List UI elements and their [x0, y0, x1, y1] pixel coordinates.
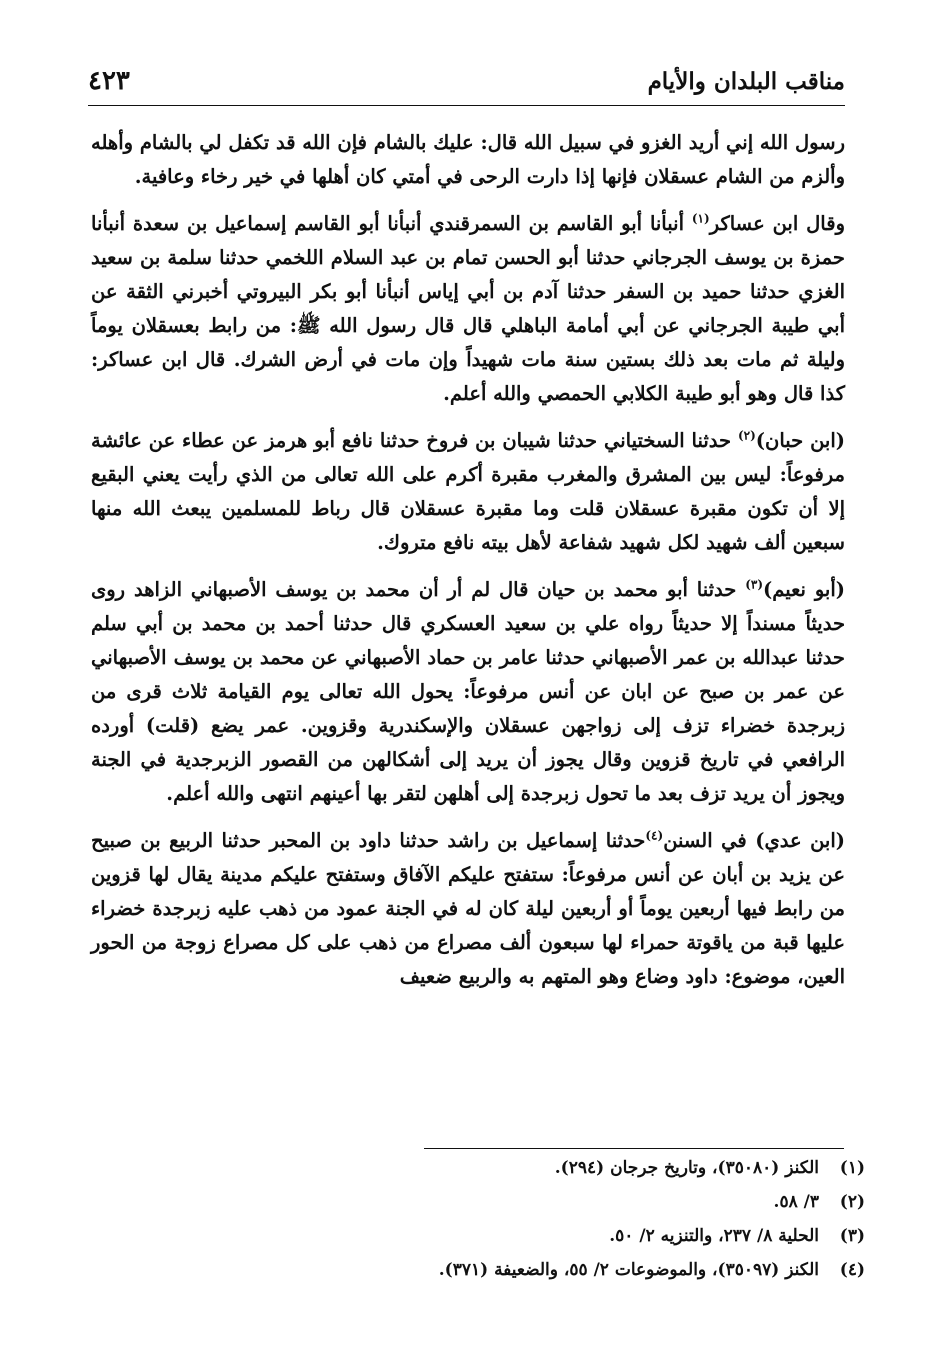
footnotes	[140, 1158, 865, 1294]
paragraph-text: وقال ابن عساكر	[709, 212, 845, 235]
paragraph-text: أنبأنا أبو القاسم بن السمرقندي أنبأنا أبو القاسم إسماعيل بن سعدة أنبأنا حمزة بن يوسف الجرجاني حدثنا أبو الحسن تمام بن عبد السلام اللخمي حدثنا سلمة بن سعيد الغزي حدثنا حميد بن السفر حدثنا آدم بن أبي إياس أنبأنا أبو بكر البيروتي أخبرني الثقة عن أبي طيبة الجرجاني عن أبي أمامة الباهلي قال قال رسول الله ﷺ: من رابط بعسقلان يوماً وليلة ثم مات بعد ذلك بستين سنة مات شهيداً وإن مات في أرض الشرك. قال ابن عساكر: كذا قال وهو أبو طيبة الكلابي الحمصي والله أعلم.	[91, 212, 845, 405]
paragraph	[91, 824, 845, 994]
paragraph-text: حدثنا السختياني حدثنا شيبان بن فروخ حدثنا نافع أبو هرمز عن عطاء عن عائشة مرفوعاً: ليس بين المشرق والمغرب مقبرة أكرم على الله تعالى من الذي رأيت يعني البقيع إلا أن تكون مقبرة عسقلان قلت وما مقبرة عسقلان قال رباط للمسلمين يبعث الله منها سبعين ألف شهيد لكل شهيد شفاعة لأهل بيته نافع متروك.	[91, 429, 845, 554]
paragraph-text: (أبو نعيم)	[763, 578, 845, 601]
paragraph-text: (ابن عدي) في السنن	[663, 829, 846, 852]
footnote-item	[140, 1226, 865, 1260]
footnote-item	[140, 1192, 865, 1226]
footnote-marker: (٣)	[745, 577, 764, 592]
paragraph	[91, 424, 845, 560]
footnote-number: (١)	[839, 1158, 865, 1178]
main-text	[91, 126, 845, 1007]
footnote-item	[140, 1158, 865, 1192]
paragraph	[91, 207, 845, 411]
footnote-marker: (٤)	[645, 828, 664, 843]
footnote-number: (٤)	[839, 1260, 865, 1280]
footnote-text: الكنز (٣٥٠٩٧)، والموضوعات ٢/ ٥٥، والضعيفة (٣٧١).	[438, 1260, 819, 1280]
paragraph-text: حدثنا أبو محمد بن حيان قال لم أر أن محمد بن يوسف الأصبهاني الزاهد روى حديثاً مسنداً إلا حديثاً رواه علي بن سعيد العسكري قال حدثنا أحمد بن محمد بن أبي سلم حدثنا عبدالله بن عمر الأصبهاني حدثنا عامر بن حماد الأصبهاني عن محمد بن يوسف الأصبهاني عن عمر بن صبح عن ابان عن أنس مرفوعاً: يحول الله تعالى يوم القيامة ثلاث قرى من زبرجدة خضراء تزف إلى زواجهن عسقلان والإسكندرية وقزوين. عمر يضع (قلت) أورده الرافعي في تاريخ قزوين وقال يجوز أن يريد إلى أشكالهن من القصور الزبرجدية في الجنة ويجوز أن يريد تزف بعد ما تحول زبرجدة إلى أهلهن لتقر بها أعينهم انتهى والله أعلم.	[91, 578, 845, 805]
paragraph	[91, 126, 845, 194]
footnote-separator	[424, 1148, 844, 1149]
running-title: مناقب البلدان والأيام	[647, 68, 845, 95]
footnote-number: (٢)	[839, 1192, 865, 1212]
footnote-marker: (١)	[691, 211, 710, 226]
header-rule	[88, 105, 845, 106]
footnote-text: الكنز (٣٥٠٨٠)، وتاريخ جرجان (٢٩٤).	[554, 1158, 819, 1178]
paragraph-text: (ابن حبان)	[755, 429, 846, 452]
footnote-text: ٣/ ٥٨.	[773, 1192, 819, 1212]
paragraph-text: حدثنا إسماعيل بن راشد حدثنا داود بن المحبر حدثنا الربيع بن صبيح عن يزيد بن أبان عن أنس مرفوعاً: ستفتح عليكم الآفاق وستفتح عليكم مدينة يقال لها قزوين من رابط فيها أربعين يوماً أو أربعين ليلة كان له في الجنة عمود من ذهب عليه زبرجدة خضراء عليها قبة من ياقوتة حمراء لها سبعون ألف مصراع من ذهب على كل مصراع زوجة من الحور العين، موضوع: داود وضاع وهو المتهم به والربيع ضعيف	[91, 829, 845, 988]
footnote-text: الحلية ٨/ ٢٣٧، والتنزيه ٢/ ٥٠.	[609, 1226, 819, 1246]
paragraph-text: رسول الله إني أريد الغزو في سبيل الله قال: عليك بالشام فإن الله قد تكفل لي بالشام وأهله وألزم من الشام عسقلان فإنها إذا دارت الرحى في أمتي كان أهلها في خير رخاء وعافية.	[91, 131, 845, 188]
page-header	[88, 62, 845, 106]
page-number: ٤٢٣	[88, 66, 130, 96]
footnote-marker: (٢)	[737, 428, 756, 443]
paragraph	[91, 573, 845, 811]
footnote-item	[140, 1260, 865, 1294]
footnote-number: (٣)	[839, 1226, 865, 1246]
